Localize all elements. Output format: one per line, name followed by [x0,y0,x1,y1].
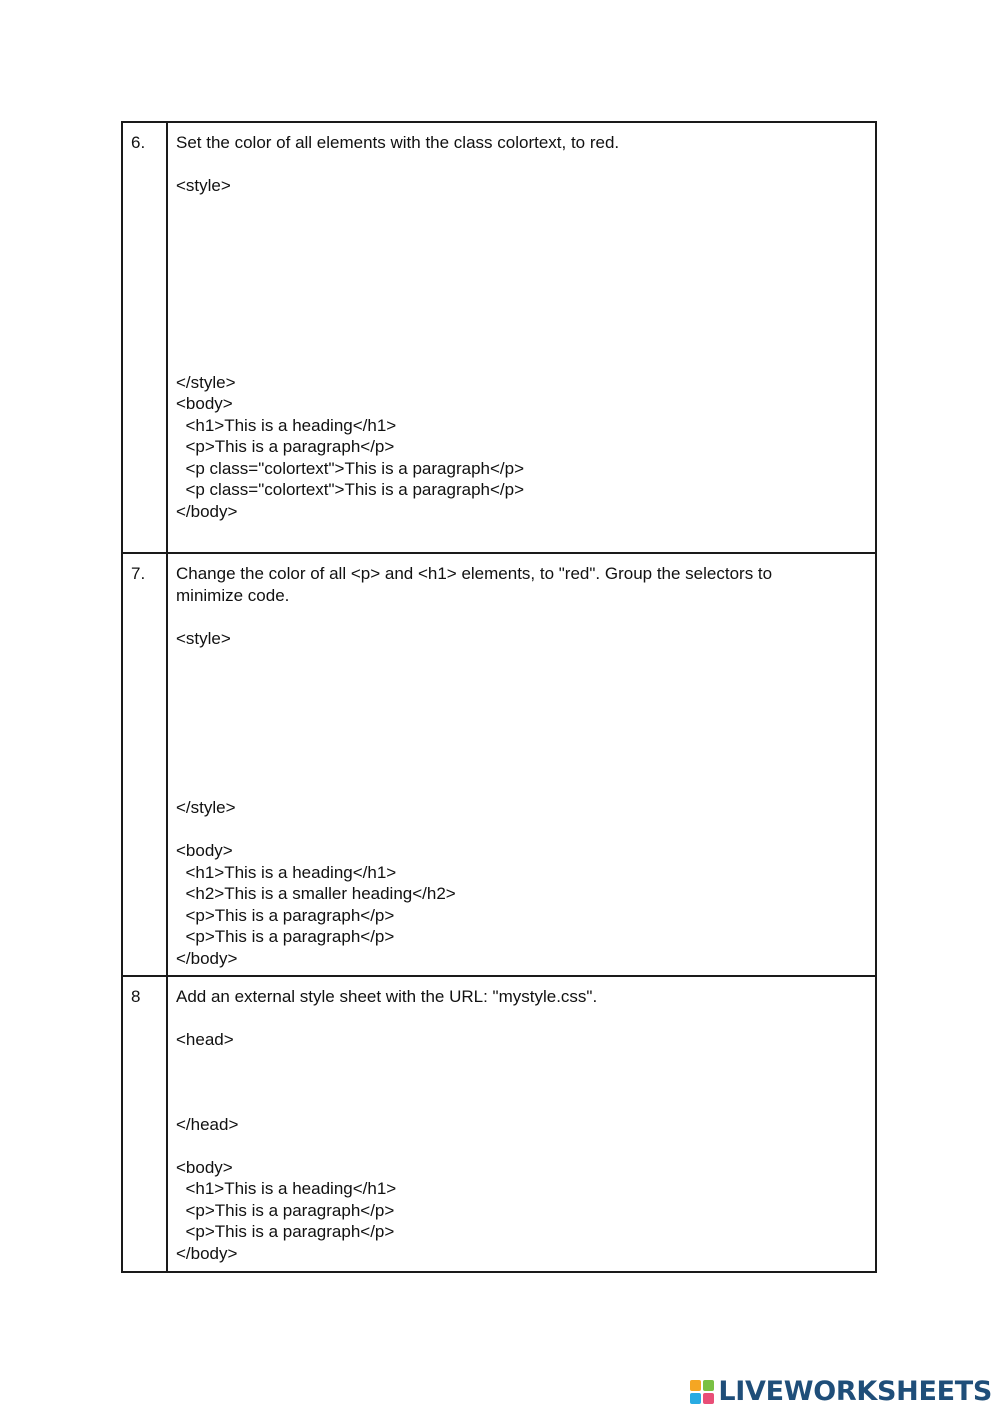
blank-line [176,819,867,841]
answer-space[interactable] [176,1051,867,1114]
blank-line [176,1008,867,1030]
question-content-cell [167,553,876,976]
code-line: </body> [176,501,238,521]
question-row-6 [122,122,876,553]
code-line: <p>This is a paragraph</p> [176,927,395,946]
code-line: </body> [176,1243,238,1263]
question-number-cell [122,122,167,553]
style-open-tag: <style> [176,176,231,195]
liveworksheets-brand [690,1376,992,1407]
question-row-8 [122,976,876,1272]
logo-square [690,1393,701,1404]
head-close-tag: </head> [176,1114,239,1134]
logo-square [703,1380,714,1391]
code-line: <p class="colortext">This is a paragraph</p> [176,458,525,478]
style-open-tag: <style> [176,628,231,648]
code-line: <body> [176,394,233,413]
head-open-tag: <head> [176,1030,234,1049]
code-line: <p>This is a paragraph</p> [176,1222,395,1241]
question-content-cell [167,122,876,553]
style-close-tag: </style> [176,798,236,817]
blank-line [176,1135,867,1157]
code-line: <p>This is a paragraph</p> [176,437,395,456]
code-line: <h1>This is a heading</h1> [176,1179,397,1198]
question-number-cell [122,553,167,976]
question-content-cell [167,976,876,1272]
style-close-tag: </style> [176,372,236,392]
code-line: <h1>This is a heading</h1> [176,415,397,435]
question-prompt: Change the color of all <p> and <h1> elements, to "red". Group the selectors to minimize code. [176,564,773,605]
code-line: <h1>This is a heading</h1> [176,862,397,882]
code-line: <body> [176,1157,233,1177]
question-prompt: Add an external style sheet with the URL: "mystyle.css". [176,987,598,1006]
question-prompt: Set the color of all elements with the class colortext, to red. [176,133,620,152]
code-line: <p>This is a paragraph</p> [176,1200,395,1220]
code-line: <p class="colortext">This is a paragraph</p> [176,480,525,499]
question-number-cell [122,976,167,1272]
answer-space[interactable] [176,649,867,797]
answer-space[interactable] [176,197,867,372]
code-line: <h2>This is a smaller heading</h2> [176,884,456,903]
blank-line [176,154,867,176]
code-line: <body> [176,841,233,860]
code-line: <p>This is a paragraph</p> [176,905,395,925]
question-number: 7. [131,564,146,583]
logo-square [703,1393,714,1404]
exercise-table [121,121,877,1273]
question-number: 6. [131,133,146,152]
code-line: </body> [176,948,238,968]
brand-text: LIVEWORKSHEETS [718,1376,992,1407]
question-row-7 [122,553,876,976]
logo-square [690,1380,701,1391]
liveworksheets-logo-icon [690,1380,714,1404]
question-number: 8 [131,987,141,1006]
blank-line [176,606,867,628]
